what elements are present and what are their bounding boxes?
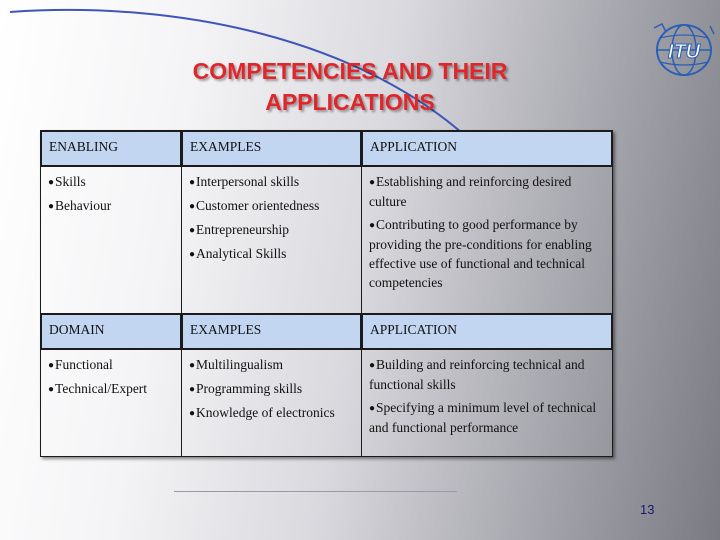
header-application-1: APPLICATION [361,130,613,167]
list-item: ●Analytical Skills [189,246,287,261]
list-item: ●Specifying a minimum level of technical and functional performance [369,400,597,435]
list-item: ●Skills [48,174,86,189]
bullet-icon: ● [189,177,196,188]
bullet-icon: ● [369,360,376,371]
competencies-table [40,130,613,457]
list-item: ●Multilingualism [189,357,284,372]
slide-title [110,56,590,118]
header-examples-1: EXAMPLES [181,130,362,167]
footer-divider [174,491,457,492]
list-item: ●Programming skills [189,381,303,396]
list-item: ●Knowledge of electronics [189,405,335,420]
page-number: 13 [640,502,655,517]
bullet-icon: ● [369,177,376,188]
title-line-2: APPLICATIONS [265,89,435,115]
list-item: ●Entrepreneurship [189,222,290,237]
title-line-1: COMPETENCIES AND THEIR [192,58,508,84]
list-item: ●Customer orientedness [189,198,320,213]
bullet-icon: ● [369,220,376,231]
itu-logo-icon [648,18,718,80]
header-enabling: ENABLING [40,130,182,167]
header-domain: DOMAIN [40,313,182,350]
list-item: ●Contributing to good performance by providing the pre-conditions for enabling effective use of functional and technical competencies [369,217,592,290]
bullet-icon: ● [189,408,196,419]
list-item: ●Interpersonal skills [189,174,300,189]
list-item: ●Building and reinforcing technical and functional skills [369,357,585,392]
row1-examples-cell [181,166,362,314]
list-item: ●Functional [48,357,113,372]
bullet-icon: ● [189,384,196,395]
bullet-icon: ● [48,360,55,371]
row2-application-cell [361,349,613,457]
header-application-2: APPLICATION [361,313,613,350]
bullet-icon: ● [189,201,196,212]
svg-text:ITU: ITU [667,41,701,63]
header-examples-2: EXAMPLES [181,313,362,350]
list-item: ●Establishing and reinforcing desired culture [369,174,572,209]
bullet-icon: ● [48,177,55,188]
bullet-icon: ● [189,360,196,371]
bullet-icon: ● [48,201,55,212]
row2-examples-cell [181,349,362,457]
bullet-icon: ● [48,384,55,395]
row1-application-cell [361,166,613,314]
list-item: ●Behaviour [48,198,112,213]
bullet-icon: ● [369,403,376,414]
row1-enabling-cell [40,166,182,314]
bullet-icon: ● [189,249,196,260]
row2-domain-cell [40,349,182,457]
bullet-icon: ● [189,225,196,236]
list-item: ●Technical/Expert [48,381,148,396]
